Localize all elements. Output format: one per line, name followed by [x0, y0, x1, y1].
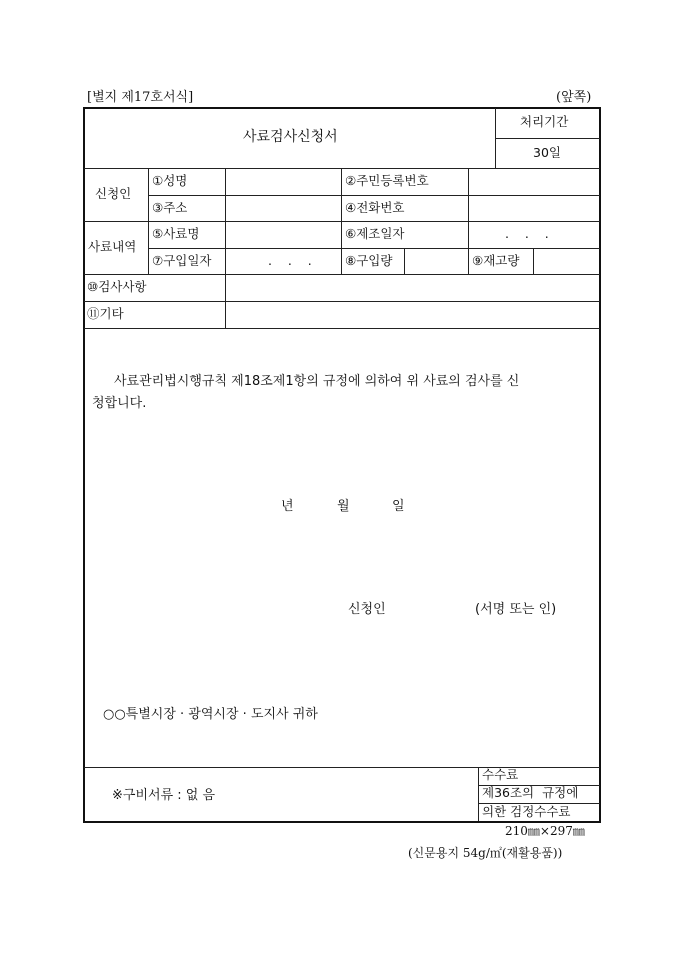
inspection-items-label: ⑩검사사항 — [87, 279, 147, 294]
purchase-amount-field[interactable] — [406, 250, 467, 273]
name-field[interactable] — [227, 170, 340, 194]
paper-stock: (신문용지 54g/㎡(재활용품)) — [408, 846, 563, 860]
fee-description-line-2: 의한 검정수수료 — [482, 804, 571, 819]
address-field[interactable] — [227, 197, 340, 220]
manufacture-date-label: ⑥제조일자 — [345, 226, 405, 241]
stock-amount-label: ⑨재고량 — [472, 253, 520, 268]
inspection-items-field[interactable] — [227, 276, 598, 300]
feed-name-field[interactable] — [227, 223, 340, 247]
phone-field[interactable] — [470, 197, 598, 220]
signer-label: 신청인 — [348, 602, 386, 617]
fee-description-line-1: 제36조의 규정에 — [482, 785, 579, 800]
page-side-label: (앞쪽) — [556, 90, 592, 105]
date-day-label: 일 — [392, 499, 405, 514]
purchase-date-label: ⑦구입일자 — [152, 253, 212, 268]
processing-period-value: 30일 — [533, 145, 561, 160]
others-field[interactable] — [227, 303, 598, 327]
required-documents: ※구비서류 : 없 음 — [112, 788, 216, 803]
address-label: ③주소 — [152, 200, 188, 215]
paper-size: 210㎜×297㎜ — [505, 824, 585, 838]
processing-period-label: 처리기간 — [520, 114, 569, 129]
fee-label: 수수료 — [482, 767, 519, 782]
name-label: ①성명 — [152, 173, 188, 188]
manufacture-date-field[interactable]: . . . — [505, 226, 549, 241]
id-number-label: ②주민등록번호 — [345, 173, 429, 188]
feed-name-label: ⑤사료명 — [152, 226, 200, 241]
date-month-label: 월 — [337, 499, 350, 514]
date-year-label: 년 — [281, 499, 294, 514]
statement-line-2: 청합니다. — [92, 396, 147, 411]
id-number-field[interactable] — [470, 170, 598, 194]
phone-label: ④전화번호 — [345, 200, 405, 215]
applicant-section-label: 신청인 — [95, 186, 132, 201]
statement-line-1: 사료관리법시행규칙 제18조제1항의 규정에 의하여 위 사료의 검사를 신 — [114, 374, 520, 389]
signature-note: (서명 또는 인) — [475, 602, 557, 617]
feed-details-section-label: 사료내역 — [88, 239, 137, 254]
stock-amount-field[interactable] — [535, 250, 598, 273]
addressee: ○○특별시장 · 광역시장 · 도지사 귀하 — [103, 707, 318, 722]
form-number: [별지 제17호서식] — [87, 90, 194, 105]
others-label: ⑪기타 — [87, 306, 124, 321]
purchase-amount-label: ⑧구입량 — [345, 253, 393, 268]
purchase-date-field[interactable]: . . . — [268, 253, 312, 268]
form-title: 사료검사신청서 — [243, 129, 338, 145]
